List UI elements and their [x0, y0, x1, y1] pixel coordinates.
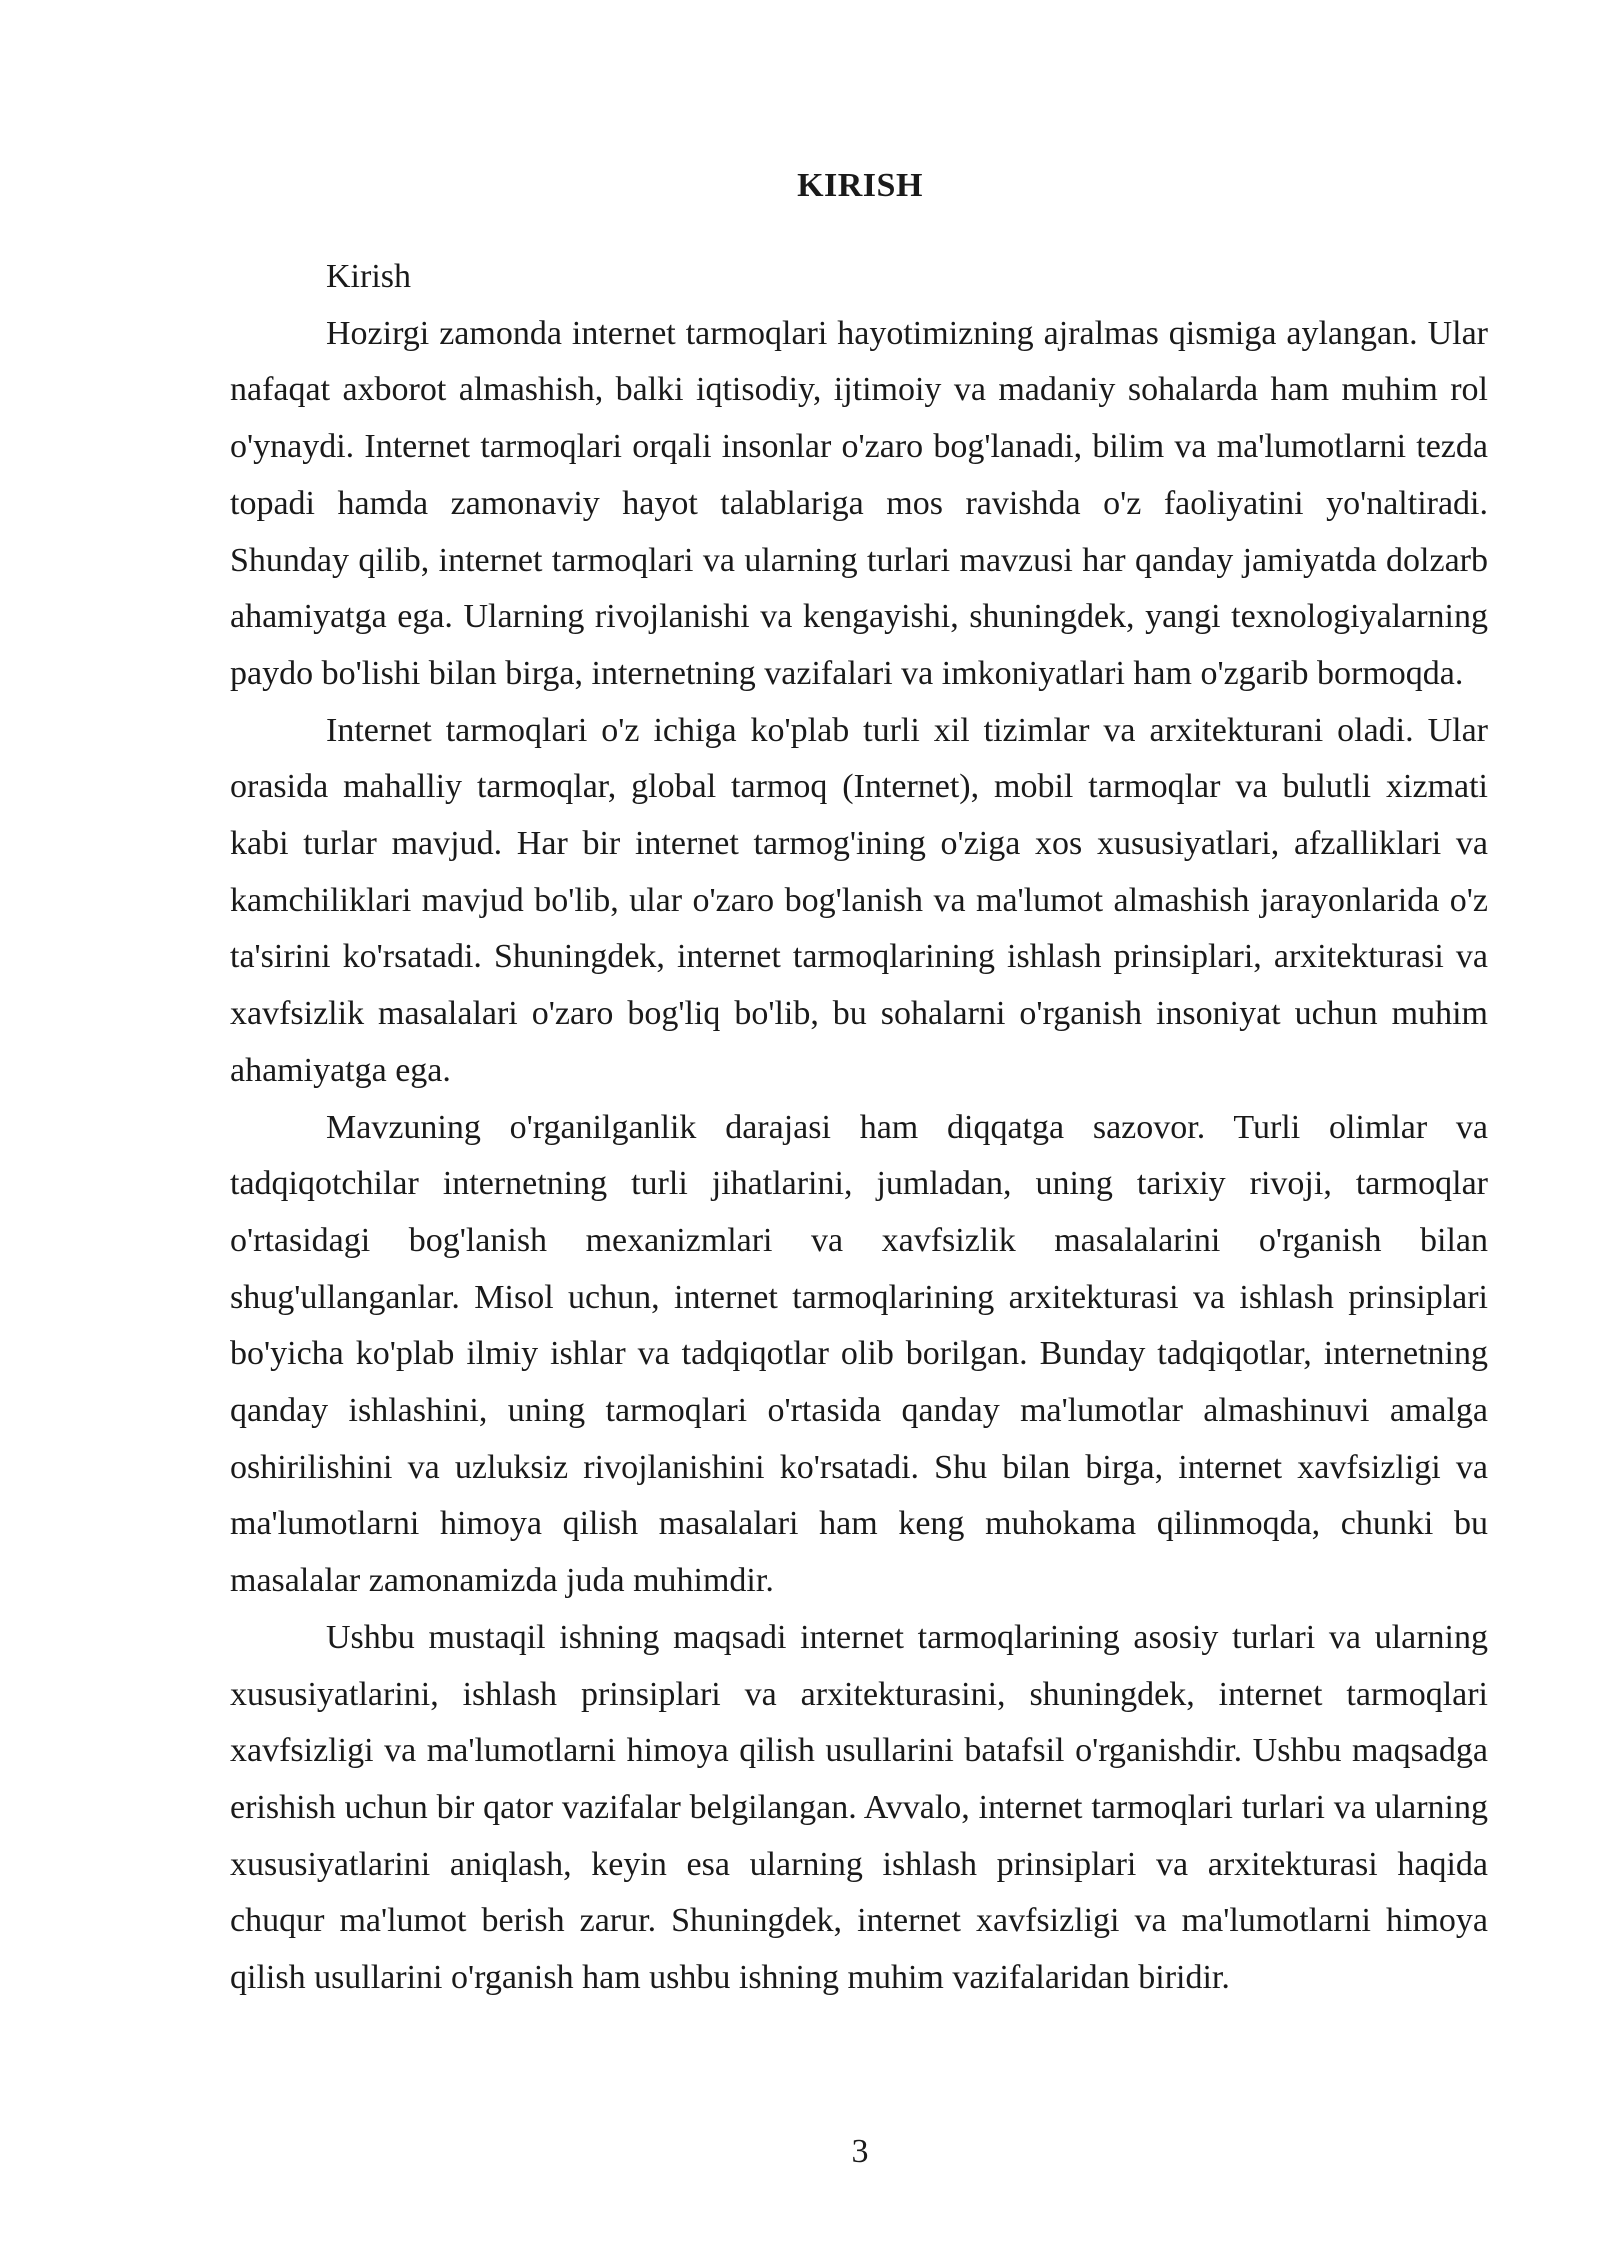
- paragraph-subheading: Kirish: [326, 258, 411, 295]
- page-number: 3: [851, 2133, 869, 2170]
- paragraph: Mavzuning o'rganilganlik darajasi ham diqqatga sazovor. Turli olimlar va tadqiqotchilar internetning turli jihatlarini, jumladan, uning tarixiy rivoji, tarmoqlar o'rtasidagi bog'lanish mexanizmlari va xavfsizlik masalalarini o'rganish bilan shug'ullanganlar. Misol uchun, internet tarmoqlarining arxitekturasi va ishlash prinsiplari bo'yicha ko'plab ilmiy ishlar va tadqiqotlar olib borilgan. Bunday tadqiqotlar, internetning qanday ishlashini, uning tarmoqlari o'rtasida qanday ma'lumotlar almashinuvi amalga oshirilishini va uzluksiz rivojlanishini ko'rsatadi. Shu bilan birga, internet xavfsizligi va ma'lumotlarni himoya qilish masalalari ham keng muhokama qilinmoqda, chunki bu masalalar zamonamizda juda muhimdir.: [230, 1108, 1488, 1600]
- paragraph: Internet tarmoqlari o'z ichiga ko'plab turli xil tizimlar va arxitekturani oladi. Ular orasida mahalliy tarmoqlar, global tarmoq (Internet), mobil tarmoqlar va bulutli xizmati kabi turlar mavjud. Har bir internet tarmog'ining o'ziga xos xususiyatlari, afzalliklari va kamchiliklari mavjud bo'lib, ular o'zaro bog'lanish va ma'lumot almashish jarayonlarida o'z ta'sirini ko'rsatadi. Shuningdek, internet tarmoqlarining ishlash prinsiplari, arxitekturasi va xavfsizlik masalalari o'zaro bog'liq bo'lib, bu sohalarni o'rganish insoniyat uchun muhim ahamiyatga ega.: [230, 711, 1488, 1089]
- paragraph: Ushbu mustaqil ishning maqsadi internet tarmoqlarining asosiy turlari va ularning xususiyatlarini, ishlash prinsiplari va arxitekturasini, shuningdek, internet tarmoqlari xavfsizligi va ma'lumotlarni himoya qilish usullarini batafsil o'rganishdir. Ushbu maqsadga erishish uchun bir qator vazifalar belgilangan. Avvalo, internet tarmoqlari turlari va ularning xususiyatlarini aniqlash, keyin esa ularning ishlash prinsiplari va arxitekturasi haqida chuqur ma'lumot berish zarur. Shuningdek, internet xavfsizligi va ma'lumotlarni himoya qilish usullarini o'rganish ham ushbu ishning muhim vazifalaridan biridir.: [230, 1618, 1488, 1997]
- body-text: [230, 249, 1488, 2007]
- page-title: KIRISH: [797, 167, 923, 204]
- paragraph: Hozirgi zamonda internet tarmoqlari hayotimizning ajralmas qismiga aylangan. Ular nafaqat axborot almashish, balki iqtisodiy, ijtimoiy va madaniy sohalarda ham muhim rol o'ynaydi. Internet tarmoqlari orqali insonlar o'zaro bog'lanadi, bilim va ma'lumotlarni tezda topadi hamda zamonaviy hayot talablariga mos ravishda o'z faoliyatini yo'naltiradi. Shunday qilib, internet tarmoqlari va ularning turlari mavzusi har qanday jamiyatda dolzarb ahamiyatga ega. Ularning rivojlanishi va kengayishi, shuningdek, yangi texnologiyalarning paydo bo'lishi bilan birga, internetning vazifalari va imkoniyatlari ham o'zgarib bormoqda.: [230, 314, 1488, 692]
